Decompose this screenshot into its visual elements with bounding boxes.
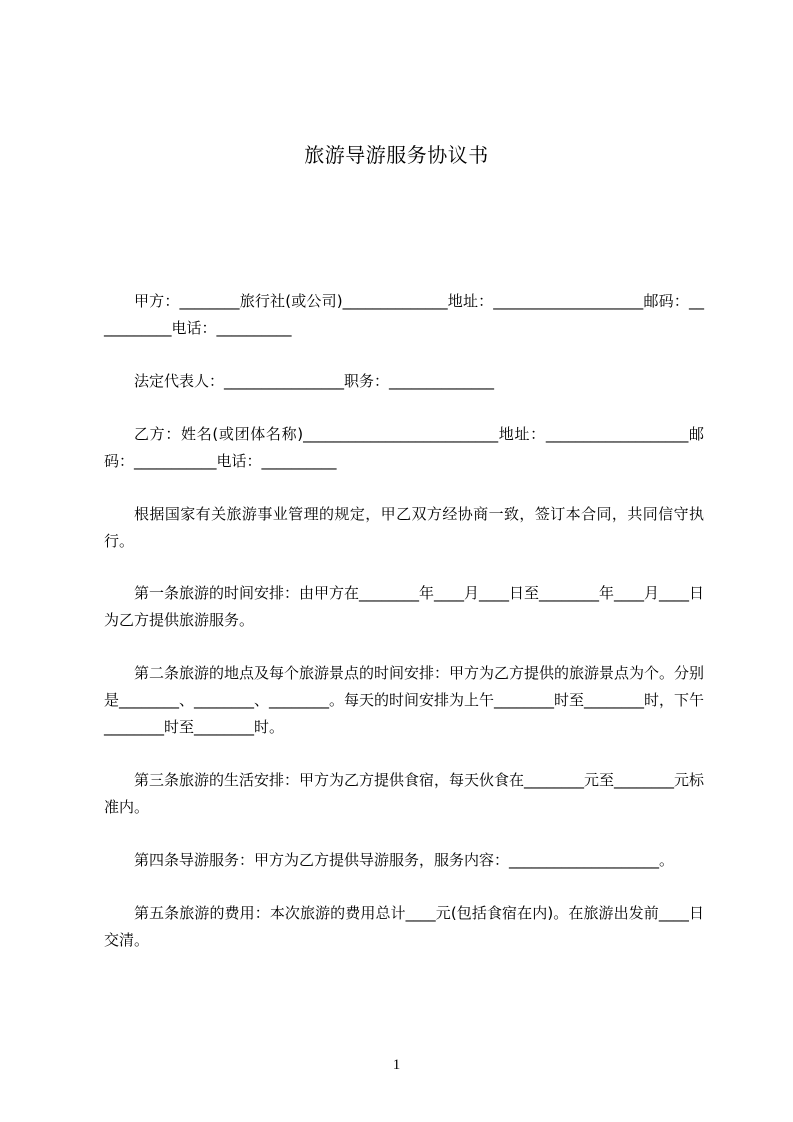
clause-article-2: 第二条旅游的地点及每个旅游景点的时间安排：甲方为乙方提供的旅游景点为个。分别是________、________、________。每天的时间安排为上午________时至________时，下午________时至________时。 xyxy=(104,664,705,736)
clause-article-5: 第五条旅游的费用：本次旅游的费用总计____元(包括食宿在内)。在旅游出发前____日交清。 xyxy=(104,904,704,949)
clause-preamble: 根据国家有关旅游事业管理的规定，甲乙双方经协商一致，签订本合同，共同信守执行。 xyxy=(104,505,704,550)
document-title: 旅游导游服务协议书 xyxy=(304,143,489,167)
clause-legal-representative: 法定代表人：________________职务：______________ xyxy=(134,372,495,390)
page-number: 1 xyxy=(392,1057,401,1073)
clause-article-3: 第三条旅游的生活安排：甲方为乙方提供食宿，每天伙食在________元至________元标准内。 xyxy=(104,771,705,816)
clause-party-a: 甲方：________旅行社(或公司)______________地址：____________________邮码：___________电话：__________ xyxy=(104,292,704,337)
clause-article-1: 第一条旅游的时间安排：由甲方在________年____月____日至________年____月____日为乙方提供旅游服务。 xyxy=(104,584,705,629)
clause-party-b: 乙方：姓名(或团体名称)__________________________地址：___________________邮码：___________电话：__________ xyxy=(104,425,704,470)
clause-article-4: 第四条导游服务：甲方为乙方提供导游服务，服务内容：____________________。 xyxy=(134,851,675,869)
